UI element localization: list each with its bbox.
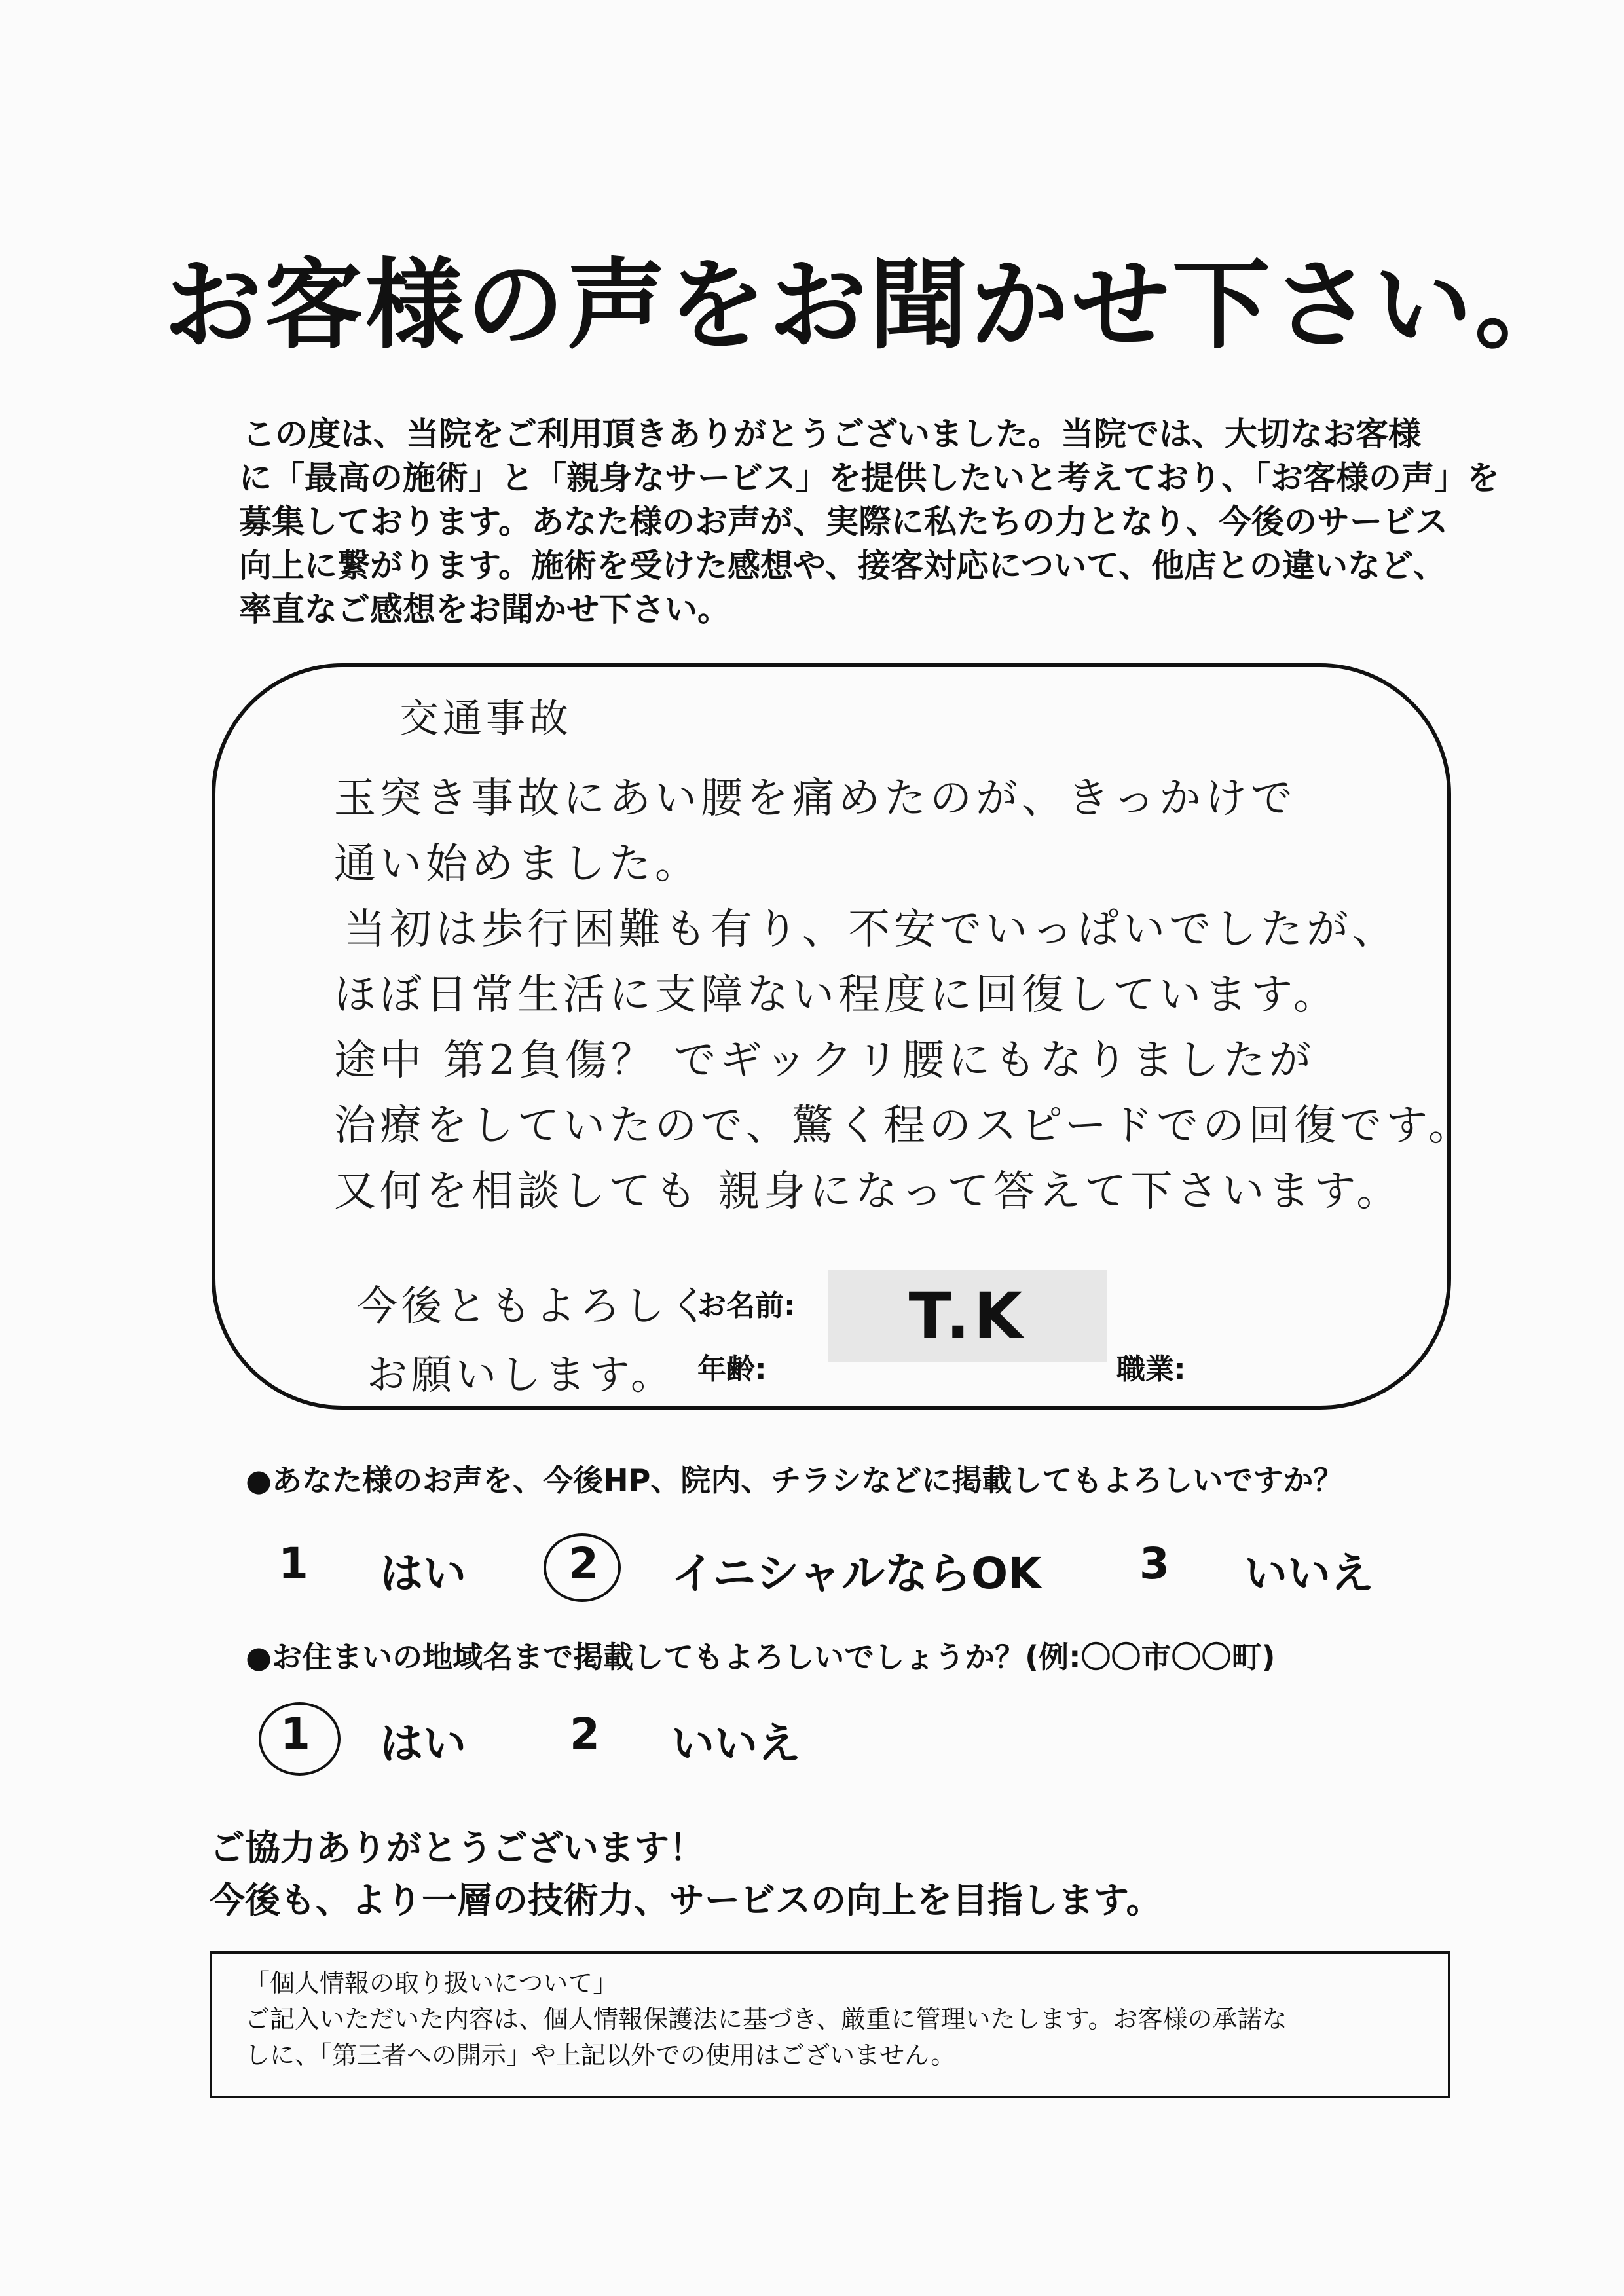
q2-option-2-label[interactable]: いいえ <box>671 1719 801 1769</box>
q2-option-2-number[interactable]: 2 <box>570 1709 600 1759</box>
comment-line: 通い始めました。 <box>334 840 701 888</box>
q1-option-3-label[interactable]: いいえ <box>1244 1548 1374 1599</box>
comment-line: 途中 第2負傷？ でギックリ腰にもなりましたが <box>334 1036 1316 1085</box>
intro-line: 向上に繋がります。施術を受けた感想や、接客対応について、他店との違いなど、 <box>239 547 1446 585</box>
intro-text <box>239 412 1500 632</box>
thanks-line: ご協力ありがとうございます！ <box>210 1827 705 1868</box>
comment-line: 又何を相談しても 親身になって答えて下さいます。 <box>334 1167 1403 1216</box>
comment-line: 当初は歩行困難も有り、不安でいっぱいでしたが、 <box>344 905 1398 954</box>
q1-option-1-number[interactable]: 1 <box>278 1539 308 1589</box>
comment-line: 治療をしていたので、驚く程のスピードでの回復です。 <box>334 1102 1475 1150</box>
comment-topic: 交通事故 <box>399 696 572 742</box>
comment-lines <box>334 766 1474 1224</box>
page-title: お客様の声をお聞かせ下さい。 <box>164 249 1576 363</box>
intro-line: 募集しております。あなた様のお声が、実際に私たちの力となり、今後のサービス <box>239 503 1448 541</box>
question-area: ●お住まいの地域名まで掲載してもよろしいでしょうか？(例:〇〇市〇〇町) <box>246 1639 1276 1675</box>
comment-closing: お願いします。 <box>367 1351 676 1398</box>
q1-option-2-label[interactable]: イニシャルならOK <box>671 1548 1042 1599</box>
job-label: 職業: <box>1116 1353 1186 1386</box>
intro-line: に「最高の施術」と「親身なサービス」を提供したいと考えており、「お客様の声」を <box>239 459 1500 497</box>
question-publish: ●あなた様のお声を、今後HP、院内、チラシなどに掲載してもよろしいですか？ <box>246 1463 1344 1498</box>
name-label: お名前: <box>697 1289 796 1322</box>
privacy-heading: 「個人情報の取り扱いについて」 <box>245 1969 618 1997</box>
q2-option-1-number[interactable]: 1 <box>280 1709 310 1759</box>
comment-line: ほぼ日常生活に支障ない程度に回復しています。 <box>334 971 1339 1019</box>
q2-option-1-label[interactable]: はい <box>380 1719 466 1769</box>
privacy-notice <box>210 1951 1450 2098</box>
comment-line: 玉突き事故にあい腰を痛めたのが、きっかけで <box>334 774 1297 823</box>
q1-option-1-label[interactable]: はい <box>380 1548 466 1599</box>
q1-option-3-number[interactable]: 3 <box>1139 1539 1170 1589</box>
q1-option-2-number[interactable]: 2 <box>568 1539 599 1589</box>
comment-closing: 今後ともよろしく <box>357 1282 714 1330</box>
name-field[interactable]: T.K <box>828 1270 1107 1362</box>
privacy-line: しに、「第三者への開示」や上記以外での使用はございません。 <box>245 2041 956 2069</box>
intro-line: 率直なご感想をお聞かせ下さい。 <box>239 591 730 629</box>
intro-line: この度は、当院をご利用頂きありがとうございました。当院では、大切なお客様 <box>242 415 1421 453</box>
age-label: 年齢: <box>697 1353 767 1386</box>
thanks-line: 今後も、より一層の技術力、サービスの向上を目指します。 <box>210 1880 1162 1921</box>
privacy-line: ご記入いただいた内容は、個人情報保護法に基づき、厳重に管理いたします。お客様の承諾な <box>245 2005 1287 2033</box>
